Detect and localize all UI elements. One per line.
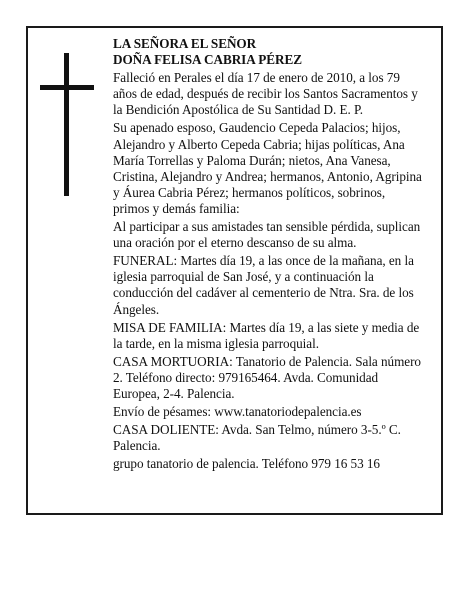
cross-vertical-bar <box>64 53 69 196</box>
obituary-text <box>113 36 423 474</box>
family-mass-info: MISA DE FAMILIA: Martes día 19, a las siete y media de la tarde, en la misma iglesia parroquial. <box>113 319 420 351</box>
cross-horizontal-bar <box>40 85 94 90</box>
death-announcement: Falleció en Perales el día 17 de enero de 2010, a los 79 años de edad, después de recibir los Santos Sacramentos y la Bendición Apostólica de Su Santidad D. E. P. <box>113 70 418 118</box>
condolences-website: Envío de pésames: www.tanatoriodepalencia.es <box>113 404 362 420</box>
funeral-group-phone: grupo tanatorio de palencia. Teléfono 979 16 53 16 <box>113 456 380 472</box>
family-home-address: CASA DOLIENTE: Avda. San Telmo, número 3-5.º C. Palencia. <box>113 422 401 454</box>
funeral-info: FUNERAL: Martes día 19, a las once de la mañana, en la iglesia parroquial de San José, y a continuación la conducción del cadáver al cementerio de Ntra. Sra. de los Ángeles. <box>113 253 414 317</box>
heading-line-1: LA SEÑORA EL SEÑOR <box>113 36 257 51</box>
family-list: Su apenado esposo, Gaudencio Cepeda Palacios; hijos, Alejandro y Alberto Cepeda Cabria; hijas políticas, Ana María Torrellas y Paloma Durán; nietos, Ana Vanesa, Cristina, Alejandro y Andrea; hermanos, Antonio, Agripina y Áurea Cabria Pérez; hermanos políticos, sobrinos, primos y demás familia: <box>113 120 422 216</box>
deceased-name: DOÑA FELISA CABRIA PÉREZ <box>113 52 302 68</box>
prayer-request: Al participar a sus amistades tan sensible pérdida, suplican una oración por el eterno descanso de su alma. <box>113 219 421 251</box>
funeral-home-info: CASA MORTUORIA: Tanatorio de Palencia. Sala número 2. Teléfono directo: 979165464. Avda. Comunidad Europea, 2-4. Palencia. <box>113 353 421 401</box>
